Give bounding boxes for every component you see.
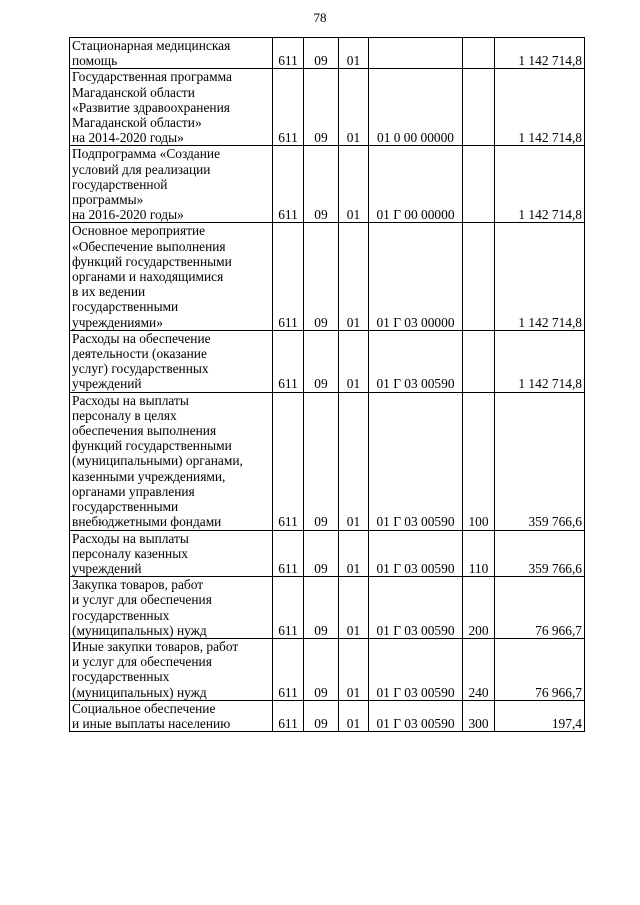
expense-type-cell — [463, 223, 495, 330]
item-name-line: и услуг для обеспечения — [72, 654, 212, 670]
subsection-code-cell: 01 — [339, 69, 369, 146]
item-name-cell — [70, 577, 273, 639]
item-name-line: персоналу казенных — [72, 545, 188, 561]
item-name-line: программы» — [72, 192, 144, 208]
item-name-line: функций государственными — [72, 438, 232, 454]
table-row — [70, 38, 585, 69]
expense-type-cell: 110 — [463, 530, 495, 577]
target-article-cell: 01 Г 03 00590 — [369, 700, 463, 731]
item-name-line: государственных — [72, 669, 170, 685]
ministry-code-cell: 611 — [273, 330, 304, 392]
item-name-line: (муниципальных) нужд — [72, 684, 207, 700]
expense-type-cell — [463, 69, 495, 146]
item-name-line: Социальное обеспечение — [72, 700, 216, 716]
item-name-line: помощь — [72, 53, 118, 69]
item-name-cell — [70, 69, 273, 146]
subsection-code-cell: 01 — [339, 330, 369, 392]
table-row — [70, 392, 585, 530]
item-name-line: учреждениями» — [72, 314, 163, 330]
amount-cell: 1 142 714,8 — [495, 330, 585, 392]
item-name-line: в их ведении — [72, 284, 146, 300]
item-name-line: внебюджетными фондами — [72, 514, 222, 530]
table-row — [70, 700, 585, 731]
expense-type-cell — [463, 38, 495, 69]
ministry-code-cell: 611 — [273, 638, 304, 700]
subsection-code-cell: 01 — [339, 577, 369, 639]
amount-cell: 359 766,6 — [495, 530, 585, 577]
subsection-code-cell: 01 — [339, 392, 369, 530]
table-row — [70, 638, 585, 700]
table-row — [70, 330, 585, 392]
item-name-line: (муниципальных) нужд — [72, 622, 207, 638]
subsection-code-cell: 01 — [339, 223, 369, 330]
item-name-line: функций государственными — [72, 253, 232, 269]
item-name-cell — [70, 392, 273, 530]
subsection-code-cell: 01 — [339, 638, 369, 700]
item-name-cell — [70, 146, 273, 223]
item-name-line: Государственная программа — [72, 69, 232, 85]
target-article-cell — [369, 38, 463, 69]
target-article-cell: 01 Г 03 00590 — [369, 392, 463, 530]
expense-type-cell: 200 — [463, 577, 495, 639]
section-code-cell: 09 — [304, 700, 339, 731]
subsection-code-cell: 01 — [339, 38, 369, 69]
section-code-cell: 09 — [304, 38, 339, 69]
item-name-line: Стационарная медицинская — [72, 38, 231, 53]
table-row — [70, 146, 585, 223]
expense-type-cell — [463, 146, 495, 223]
ministry-code-cell: 611 — [273, 530, 304, 577]
item-name-line: персоналу в целях — [72, 407, 177, 423]
section-code-cell: 09 — [304, 577, 339, 639]
amount-cell: 1 142 714,8 — [495, 38, 585, 69]
amount-cell: 76 966,7 — [495, 638, 585, 700]
item-name-line: услуг) государственных — [72, 361, 209, 377]
amount-cell: 76 966,7 — [495, 577, 585, 639]
ministry-code-cell: 611 — [273, 700, 304, 731]
item-name-line: государственными — [72, 499, 179, 515]
item-name-line: Расходы на выплаты — [72, 530, 189, 546]
item-name-line: органами и находящимися — [72, 269, 224, 285]
section-code-cell: 09 — [304, 146, 339, 223]
subsection-code-cell: 01 — [339, 700, 369, 731]
ministry-code-cell: 611 — [273, 223, 304, 330]
subsection-code-cell: 01 — [339, 146, 369, 223]
target-article-cell: 01 Г 03 00000 — [369, 223, 463, 330]
item-name-line: учреждений — [72, 560, 142, 576]
item-name-line: государственных — [72, 607, 170, 623]
table-row — [70, 69, 585, 146]
table-row — [70, 577, 585, 639]
ministry-code-cell: 611 — [273, 38, 304, 69]
target-article-cell: 01 Г 00 00000 — [369, 146, 463, 223]
item-name-line: «Обеспечение выполнения — [72, 238, 226, 254]
item-name-line: Магаданской области» — [72, 115, 202, 131]
item-name-line: «Развитие здравоохранения — [72, 99, 230, 115]
ministry-code-cell: 611 — [273, 69, 304, 146]
item-name-line: учреждений — [72, 376, 142, 392]
item-name-line: условий для реализации — [72, 161, 211, 177]
item-name-line: государственной — [72, 176, 168, 192]
table-row — [70, 223, 585, 330]
subsection-code-cell: 01 — [339, 530, 369, 577]
item-name-cell — [70, 223, 273, 330]
item-name-cell — [70, 38, 273, 69]
item-name-line: органами управления — [72, 483, 195, 499]
item-name-line: обеспечения выполнения — [72, 423, 217, 439]
expense-type-cell: 300 — [463, 700, 495, 731]
item-name-cell — [70, 530, 273, 577]
ministry-code-cell: 611 — [273, 146, 304, 223]
item-name-line: и услуг для обеспечения — [72, 592, 212, 608]
item-name-line: Расходы на выплаты — [72, 392, 189, 408]
item-name-line: казенными учреждениями, — [72, 468, 226, 484]
page-number: 78 — [313, 10, 327, 25]
item-name-line: Расходы на обеспечение — [72, 330, 211, 346]
item-name-line: деятельности (оказание — [72, 346, 207, 362]
expense-type-cell: 100 — [463, 392, 495, 530]
item-name-line: и иные выплаты населению — [72, 715, 231, 731]
section-code-cell: 09 — [304, 223, 339, 330]
target-article-cell: 01 Г 03 00590 — [369, 330, 463, 392]
section-code-cell: 09 — [304, 530, 339, 577]
item-name-line: Закупка товаров, работ — [72, 577, 204, 593]
target-article-cell: 01 Г 03 00590 — [369, 530, 463, 577]
section-code-cell: 09 — [304, 69, 339, 146]
item-name-line: (муниципальными) органами, — [72, 453, 243, 469]
section-code-cell: 09 — [304, 392, 339, 530]
target-article-cell: 01 0 00 00000 — [369, 69, 463, 146]
amount-cell: 1 142 714,8 — [495, 223, 585, 330]
target-article-cell: 01 Г 03 00590 — [369, 638, 463, 700]
ministry-code-cell: 611 — [273, 577, 304, 639]
expense-type-cell: 240 — [463, 638, 495, 700]
target-article-cell: 01 Г 03 00590 — [369, 577, 463, 639]
ministry-code-cell: 611 — [273, 392, 304, 530]
section-code-cell: 09 — [304, 330, 339, 392]
amount-cell: 1 142 714,8 — [495, 146, 585, 223]
item-name-line: Основное мероприятие — [72, 223, 206, 239]
item-name-cell — [70, 700, 273, 731]
section-code-cell: 09 — [304, 638, 339, 700]
amount-cell: 1 142 714,8 — [495, 69, 585, 146]
item-name-line: Подпрограмма «Создание — [72, 146, 221, 162]
item-name-cell — [70, 330, 273, 392]
amount-cell: 359 766,6 — [495, 392, 585, 530]
item-name-line: на 2014-2020 годы» — [72, 130, 184, 146]
amount-cell: 197,4 — [495, 700, 585, 731]
budget-table — [69, 37, 585, 732]
item-name-line: Иные закупки товаров, работ — [72, 638, 239, 654]
table-row — [70, 530, 585, 577]
item-name-cell — [70, 638, 273, 700]
item-name-line: Магаданской области — [72, 84, 195, 100]
item-name-line: на 2016-2020 годы» — [72, 207, 184, 223]
item-name-line: государственными — [72, 299, 179, 315]
expense-type-cell — [463, 330, 495, 392]
